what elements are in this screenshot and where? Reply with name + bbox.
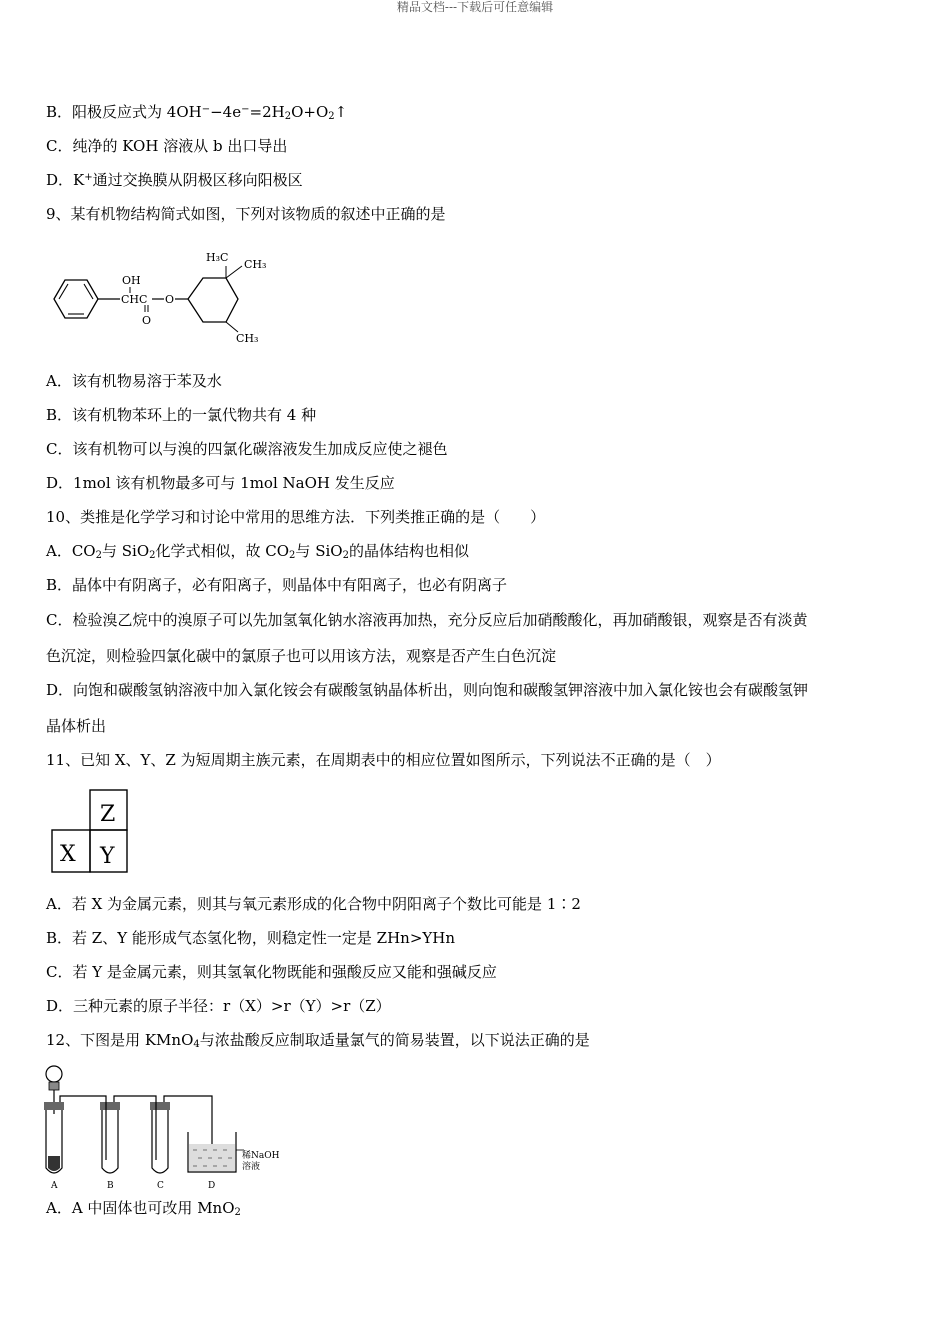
q9-option-c[interactable]: C．该有机物可以与溴的四氯化碳溶液发生加成反应使之褪色 <box>46 440 448 458</box>
methyl-h3c-label: H₃C <box>206 251 229 264</box>
q10-option-d-line2: 晶体析出 <box>46 717 107 735</box>
q9-option-d[interactable]: D．1mol 该有机物最多可与 1mol NaOH 发生反应 <box>46 474 395 492</box>
q10-option-b[interactable]: B．晶体中有阴离子，必有阳离子，则晶体中有阳离子，也必有阴离子 <box>46 576 508 594</box>
q10-option-d-line1[interactable]: D．向饱和碳酸氢钠溶液中加入氯化铵会有碳酸氢钠晶体析出，则向饱和碳酸氢钾溶液中加入氯化铵也会有碳酸氢钾 <box>46 681 809 699</box>
q11-stem: 11、已知 X、Y、Z 为短周期主族元素，在周期表中的相应位置如图所示，下列说法不正确的是（ ） <box>46 751 721 769</box>
q8-option-b[interactable]: B．阳极反应式为 $4OH^--4e^-=2H_2O+O_2↑$ <box>46 103 348 122</box>
q11-periodic-table-figure <box>50 788 130 876</box>
q10-option-c-line1[interactable]: C．检验溴乙烷中的溴原子可以先加氢氧化钠水溶液再加热，充分反应后加硝酸酸化，再加硝酸银，观察是否有淡黄 <box>46 611 808 629</box>
q10-option-a[interactable]: A．$CO_2$与 SiO$_2$化学式相似，故 $CO_2$与 SiO$_2$的晶体结构也相似 <box>46 542 469 561</box>
hydroxyl-label: OH <box>122 274 141 287</box>
methyl-bottom-label: CH₃ <box>236 332 259 345</box>
q10-stem: 10、类推是化学学习和讨论中常用的思维方法．下列类推正确的是（ ） <box>46 508 546 526</box>
q11-option-c[interactable]: C．若 Y 是金属元素，则其氢氧化物既能和强酸反应又能和强碱反应 <box>46 963 497 981</box>
page-header: 精品文档---下载后可任意编辑 <box>396 0 554 14</box>
element-x: X <box>60 842 76 867</box>
q10-option-c-line2: 色沉淀，则检验四氯化碳中的氯原子也可以用该方法，观察是否产生白色沉淀 <box>46 647 557 665</box>
element-y: Y <box>100 844 115 869</box>
q9-stem: 9、某有机物结构简式如图，下列对该物质的叙述中正确的是 <box>46 205 446 223</box>
ester-oxygen-label: O <box>165 293 175 306</box>
q9-option-b[interactable]: B．该有机物苯环上的一氯代物共有 4 种 <box>46 406 317 424</box>
q11-option-a[interactable]: A．若 X 为金属元素，则其与氧元素形成的化合物中阴阳离子个数比可能是 1∶2 <box>46 895 581 913</box>
carbonyl-oxygen-label: O <box>142 314 152 327</box>
q12-apparatus-figure <box>38 1060 288 1192</box>
beaker-d-label: D <box>208 1181 216 1191</box>
chc-label: CHC <box>121 293 148 306</box>
q11-option-b[interactable]: B．若 Z、Y 能形成气态氢化物，则稳定性一定是 ZHn>YHn <box>46 929 456 947</box>
tube-a-label: A <box>51 1181 58 1191</box>
element-z: Z <box>100 802 116 827</box>
tube-b-label: B <box>107 1181 114 1191</box>
q9-option-a[interactable]: A．该有机物易溶于苯及水 <box>46 372 222 390</box>
naoh-label-line1: 稀NaOH <box>242 1151 280 1161</box>
q12-option-a[interactable]: A．A 中固体也可改用 MnO$_2$ <box>46 1199 241 1218</box>
tube-c-label: C <box>157 1181 164 1191</box>
q9-structure-figure <box>46 246 286 350</box>
q8-option-d[interactable]: D．K+通过交换膜从阴极区移向阳极区 <box>46 171 303 189</box>
naoh-label-line2: 溶液 <box>242 1162 261 1172</box>
q8-option-c[interactable]: C．纯净的 KOH 溶液从 b 出口导出 <box>46 137 288 155</box>
q12-stem: 12、下图是用 KMnO$_4$与浓盐酸反应制取适量氯气的简易装置，以下说法正确的是 <box>46 1031 590 1050</box>
q11-option-d[interactable]: D．三种元素的原子半径：r（X）>r（Y）>r（Z） <box>46 997 391 1015</box>
methyl-top-label: CH₃ <box>244 258 267 271</box>
